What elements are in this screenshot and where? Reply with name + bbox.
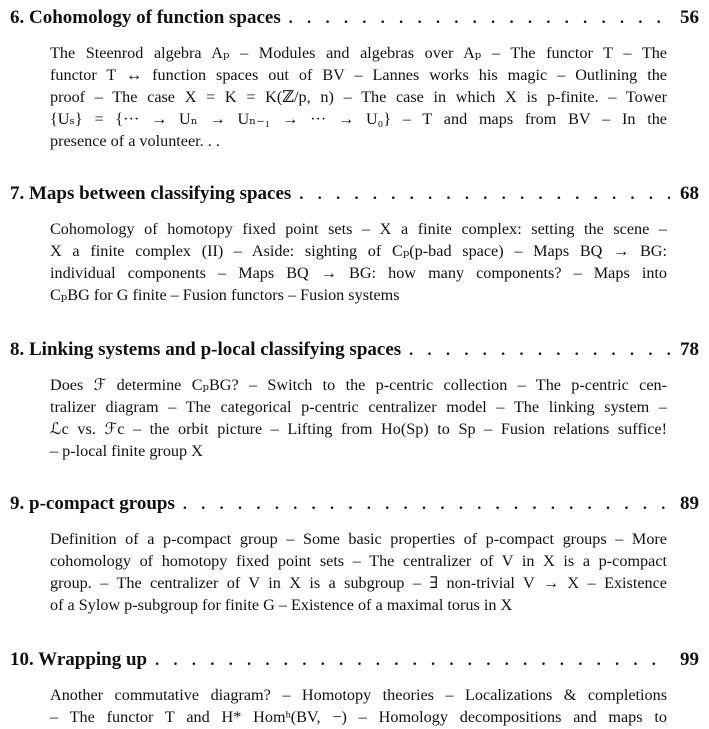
chapter-summary: [50, 218, 667, 306]
toc-entry-7: [10, 182, 699, 306]
chapter-title[interactable]: 8. Linking systems and p-local classifying spaces: [10, 339, 402, 360]
summary-line: CₚBG for G finite – Fusion functors – Fusion systems: [50, 286, 400, 304]
summary-line: X a finite complex (II) – Aside: sighting of Cₚ(p-bad space) – Maps BQ → BG:: [50, 242, 667, 260]
summary-line: group. – The centralizer of V in X is a subgroup – ∃ non-trivial V → X – Existence: [50, 574, 667, 592]
chapter-summary: [50, 42, 667, 152]
chapter-heading[interactable]: [10, 182, 699, 206]
summary-line: – p-local finite group X: [50, 442, 203, 460]
leader-dots: [155, 649, 670, 673]
summary-line: of a Sylow p-subgroup for finite G – Existence of a maximal torus in X: [50, 596, 513, 614]
chapter-summary: [50, 374, 667, 462]
summary-line: Cohomology of homotopy fixed point sets – X a finite complex: setting the scene –: [50, 220, 667, 238]
summary-line: ℒc vs. ℱc – the orbit picture – Lifting from Ho(Sp) to Sp – Fusion relations suffice!: [50, 420, 667, 438]
chapter-summary: [50, 528, 667, 616]
summary-line: proof – The case X = K = K(ℤ/p, n) – The case in which X is p-finite. – Tower: [50, 88, 667, 106]
chapter-title[interactable]: 7. Maps between classifying spaces: [10, 183, 292, 204]
summary-line: The Steenrod algebra Aₚ – Modules and algebras over Aₚ – The functor T – The: [50, 44, 667, 62]
summary-line: Another commutative diagram? – Homotopy theories – Localizations & completions: [50, 686, 667, 704]
summary-line: presence of a volunteer. . .: [50, 132, 220, 150]
summary-line: Definition of a p-compact group – Some basic properties of p-compact groups – More: [50, 530, 667, 548]
toc-entry-10: [10, 648, 699, 728]
chapter-title[interactable]: 6. Cohomology of function spaces: [10, 7, 281, 28]
chapter-heading[interactable]: [10, 492, 699, 516]
page-number[interactable]: 78: [680, 339, 699, 360]
leader-dots: [299, 183, 670, 207]
summary-line: tralizer diagram – The categorical p-centric centralizer model – The linking system –: [50, 398, 667, 416]
toc-entry-9: [10, 492, 699, 616]
page-number[interactable]: 68: [680, 183, 699, 204]
chapter-heading[interactable]: [10, 648, 699, 672]
toc-entry-8: [10, 338, 699, 462]
leader-dots: [183, 493, 670, 517]
page-number[interactable]: 56: [680, 7, 699, 28]
chapter-heading[interactable]: [10, 338, 699, 362]
summary-line: cohomology of homotopy fixed point sets – The centralizer of V in X is a p-compact: [50, 552, 667, 570]
toc-entry-6: [10, 6, 699, 152]
summary-line: {Uₛ} = {··· → Uₙ → Uₙ₋₁ → ··· → U₀} – T and maps from BV – In the: [50, 110, 667, 128]
chapter-title[interactable]: 9. p-compact groups: [10, 493, 175, 514]
chapter-summary: [50, 684, 667, 728]
leader-dots: [289, 7, 670, 31]
chapter-title[interactable]: 10. Wrapping up: [10, 649, 148, 670]
leader-dots: [409, 339, 670, 363]
summary-line: Does ℱ determine CₚBG? – Switch to the p-centric collection – The p-centric cen-: [50, 376, 667, 394]
summary-line: functor T ↔ function spaces out of BV – Lannes works his magic – Outlining the: [50, 66, 667, 84]
page-number[interactable]: 89: [680, 493, 699, 514]
summary-line: – The functor T and H* Homʰ(BV, −) – Homology decompositions and maps to: [50, 708, 667, 726]
page-number[interactable]: 99: [680, 649, 699, 670]
summary-line: individual components – Maps BQ → BG: how many components? – Maps into: [50, 264, 667, 282]
chapter-heading[interactable]: [10, 6, 699, 30]
